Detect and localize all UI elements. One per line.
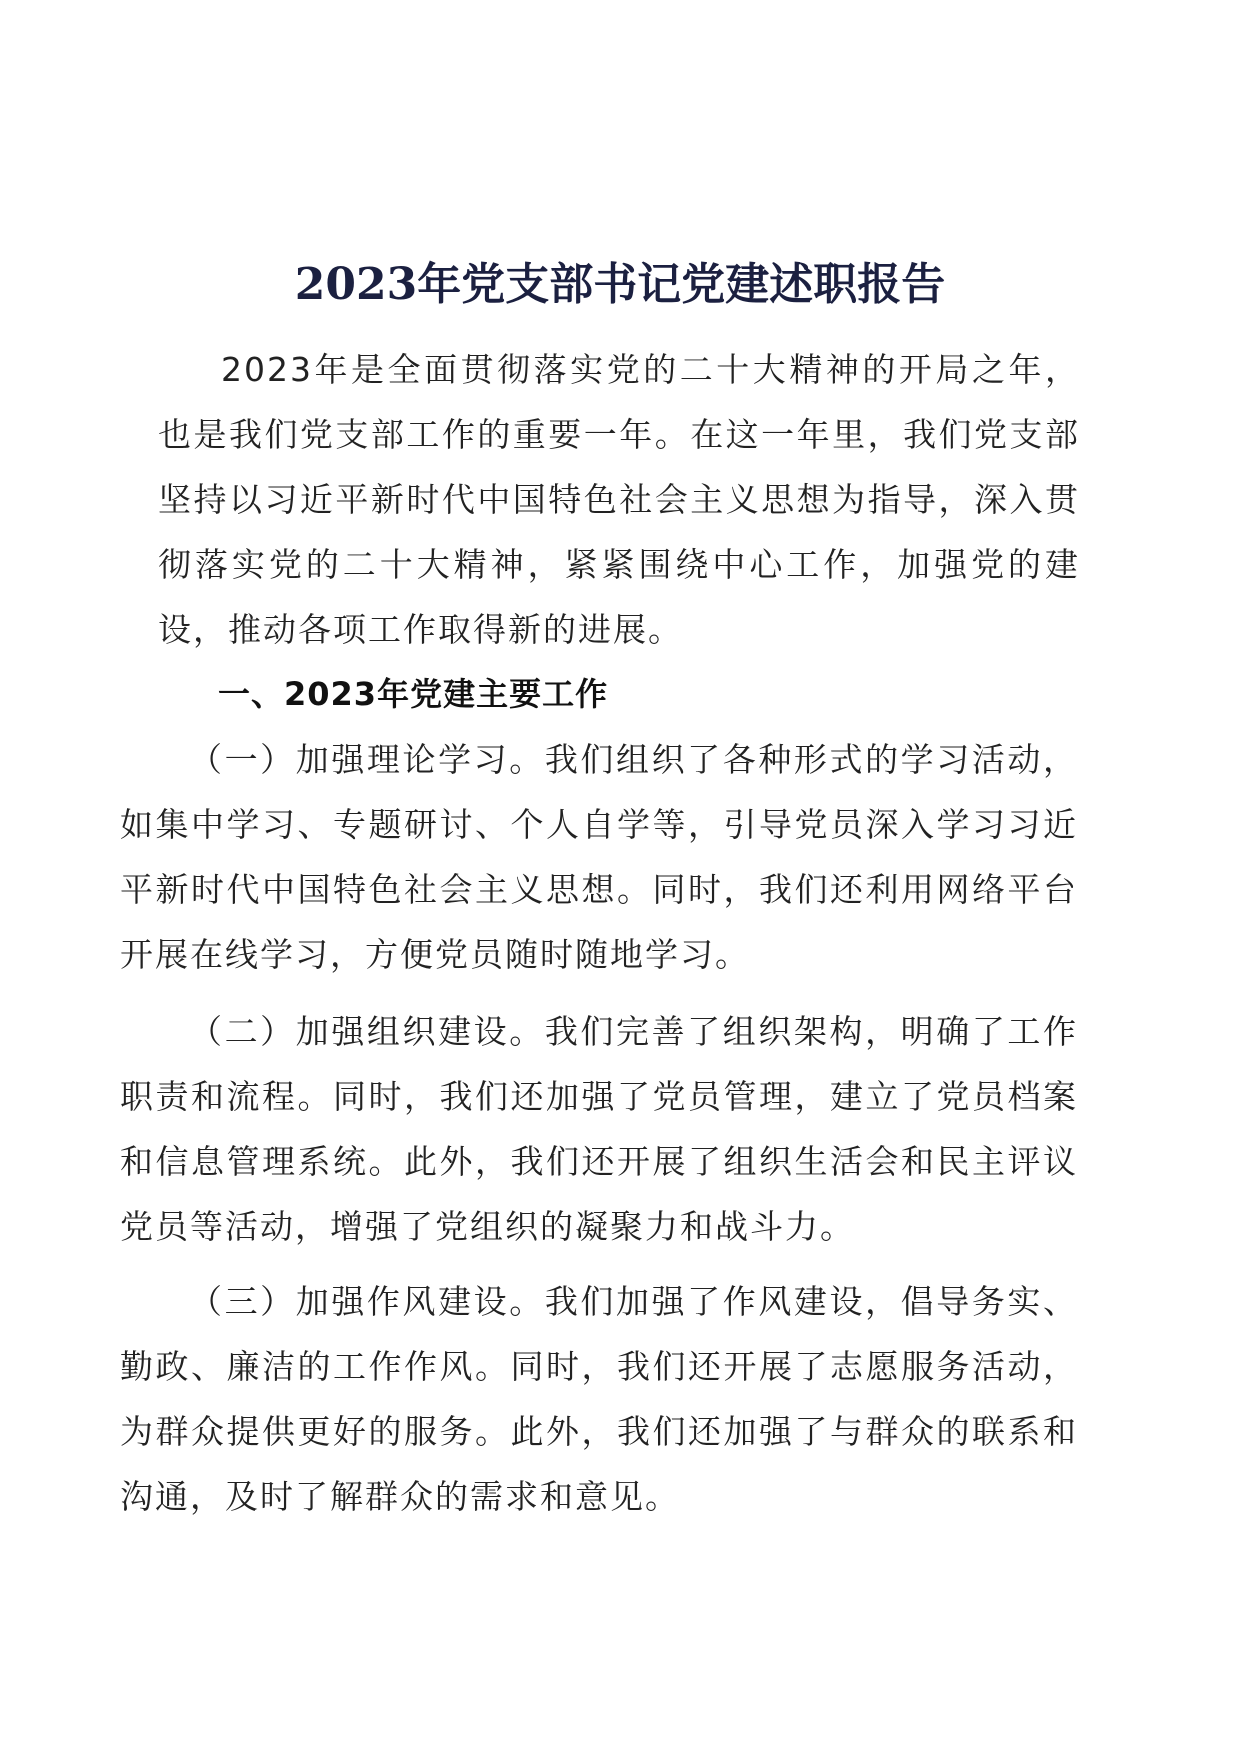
intro-paragraph: 2023年是全面贯彻落实党的二十大精神的开局之年，也是我们党支部工作的重要一年。在这一年里，我们党支部坚持以习近平新时代中国特色社会主义思想为指导，深入贯彻落实党的二十大精神，紧紧围绕中心工作，加强党的建设，推动各项工作取得新的进展。: [158, 350, 1080, 649]
document-title: 2023年党支部书记党建述职报告: [294, 259, 946, 310]
paragraph-organization-building: （二）加强组织建设。我们完善了组织架构，明确了工作职责和流程。同时，我们还加强了党员管理，建立了党员档案和信息管理系统。此外，我们还开展了组织生活会和民主评议党员等活动，增强了党组织的凝聚力和战斗力。: [120, 1012, 1078, 1246]
paragraph-theory-study: （一）加强理论学习。我们组织了各种形式的学习活动，如集中学习、专题研讨、个人自学等，引导党员深入学习习近平新时代中国特色社会主义思想。同时，我们还利用网络平台开展在线学习，方便党员随时随地学习。: [120, 740, 1078, 974]
paragraph-work-style: （三）加强作风建设。我们加强了作风建设，倡导务实、勤政、廉洁的工作作风。同时，我们还开展了志愿服务活动，为群众提供更好的服务。此外，我们还加强了与群众的联系和沟通，及时了解群众的需求和意见。: [120, 1282, 1078, 1516]
section-heading: 一、2023年党建主要工作: [218, 675, 609, 713]
